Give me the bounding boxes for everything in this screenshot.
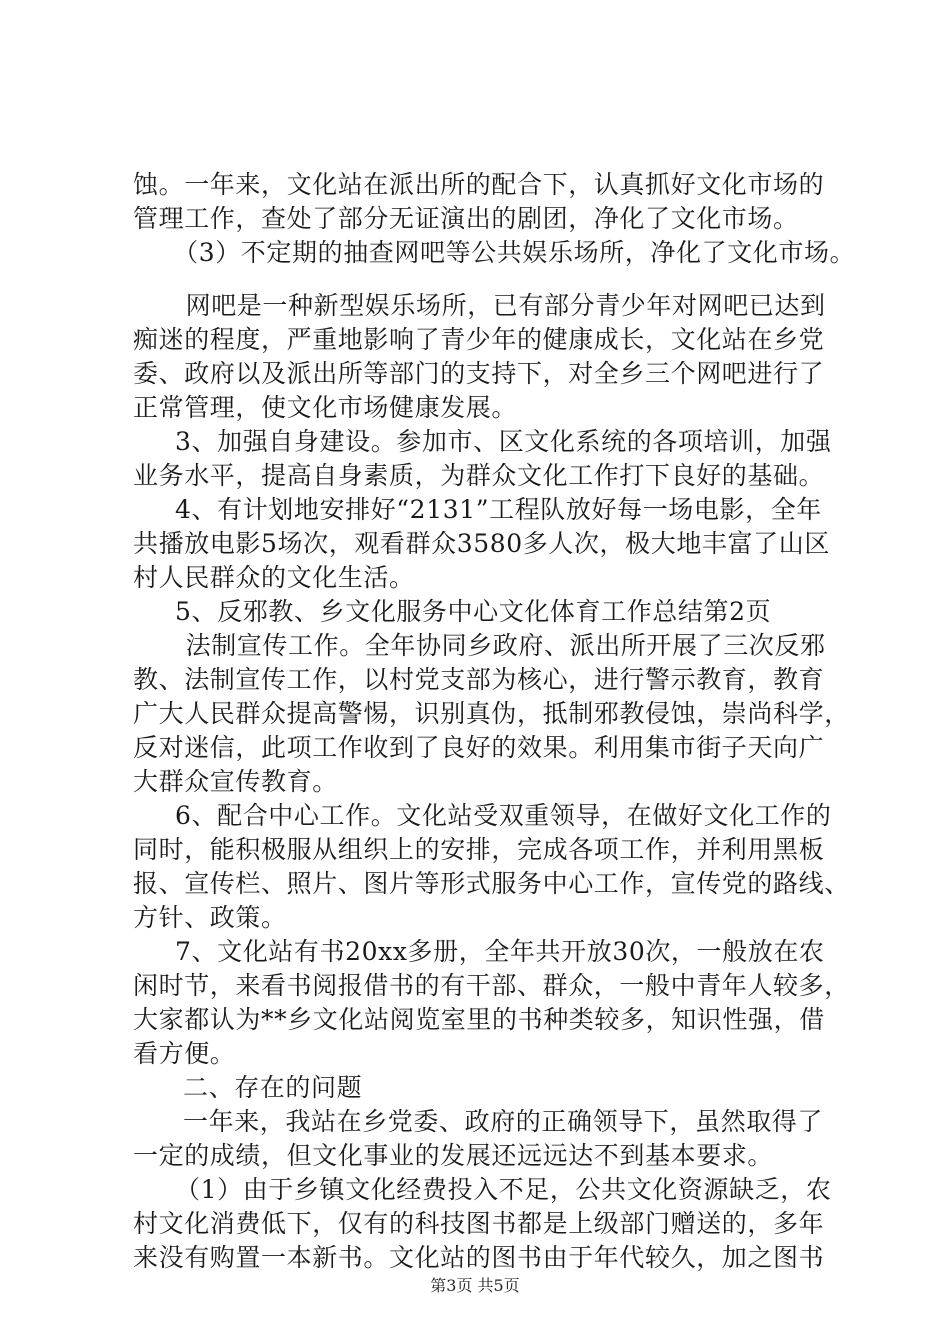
text-line: 大家都认为**乡文化站阅览室里的书种类较多，知识性强，借: [133, 1005, 825, 1034]
text-line: 7、文化站有书20xx多册，全年共开放30次，一般放在农: [175, 937, 825, 966]
text-line: 反对迷信，此项工作收到了良好的效果。利用集市街子天向广: [133, 733, 825, 762]
text-line: 同时，能积极服从组织上的安排，完成各项工作，并利用黑板: [133, 835, 825, 864]
text-line: 看方便。: [133, 1039, 236, 1068]
text-line: 痴迷的程度，严重地影响了青少年的健康成长，文化站在乡党: [133, 325, 825, 354]
text-line: 一年来，我站在乡党委、政府的正确领导下，虽然取得了: [183, 1107, 824, 1136]
text-line: 管理工作，查处了部分无证演出的剧团，净化了文化市场。: [133, 204, 799, 233]
text-line: 蚀。一年来，文化站在派出所的配合下，认真抓好文化市场的: [133, 170, 825, 199]
text-line: 方针、政策。: [133, 903, 287, 932]
text-line: 4、有计划地安排好“2131”工程队放好每一场电影，全年: [175, 495, 822, 524]
text-line: （1）由于乡镇文化经费投入不足，公共文化资源缺乏，农: [175, 1175, 832, 1204]
text-line: 法制宣传工作。全年协同乡政府、派出所开展了三次反邪: [160, 631, 826, 660]
text-line: 业务水平，提高自身素质，为群众文化工作打下良好的基础。: [133, 461, 825, 490]
text-line: 5、反邪教、乡文化服务中心文化体育工作总结第2页: [175, 597, 772, 626]
text-line: 村人民群众的文化生活。: [133, 563, 415, 592]
text-line: 教、法制宣传工作，以村党支部为核心，进行警示教育，教育: [133, 665, 825, 694]
section-heading: 二、存在的问题: [183, 1073, 363, 1102]
text-line: 闲时节，来看书阅报借书的有干部、群众，一般中青年人较多，: [133, 971, 850, 1000]
text-line: （3）不定期的抽查网吧等公共娱乐场所，净化了文化市场。: [160, 238, 856, 267]
text-line: 广大人民群众提高警惕，识别真伪，抵制邪教侵蚀，崇尚科学，: [133, 699, 850, 728]
text-line: 村文化消费低下，仅有的科技图书都是上级部门赠送的，多年: [133, 1209, 825, 1238]
text-line: 一定的成绩，但文化事业的发展还远远达不到基本要求。: [133, 1141, 774, 1170]
text-line: 来没有购置一本新书。文化站的图书由于年代较久，加之图书: [133, 1243, 825, 1272]
text-line: 大群众宣传教育。: [133, 767, 338, 796]
text-line: 共播放电影5场次，观看群众3580多人次，极大地丰富了山区: [133, 529, 830, 558]
text-line: 6、配合中心工作。文化站受双重领导，在做好文化工作的: [175, 801, 832, 830]
text-line: 委、政府以及派出所等部门的支持下，对全乡三个网吧进行了: [133, 359, 825, 388]
text-line: 正常管理，使文化市场健康发展。: [133, 393, 518, 422]
text-line: 报、宣传栏、照片、图片等形式服务中心工作，宣传党的路线、: [133, 869, 850, 898]
text-line: 3、加强自身建设。参加市、区文化系统的各项培训，加强: [175, 427, 832, 456]
text-line: 网吧是一种新型娱乐场所，已有部分青少年对网吧已达到: [160, 291, 826, 320]
page-number-footer: 第3页 共5页: [430, 1276, 520, 1295]
